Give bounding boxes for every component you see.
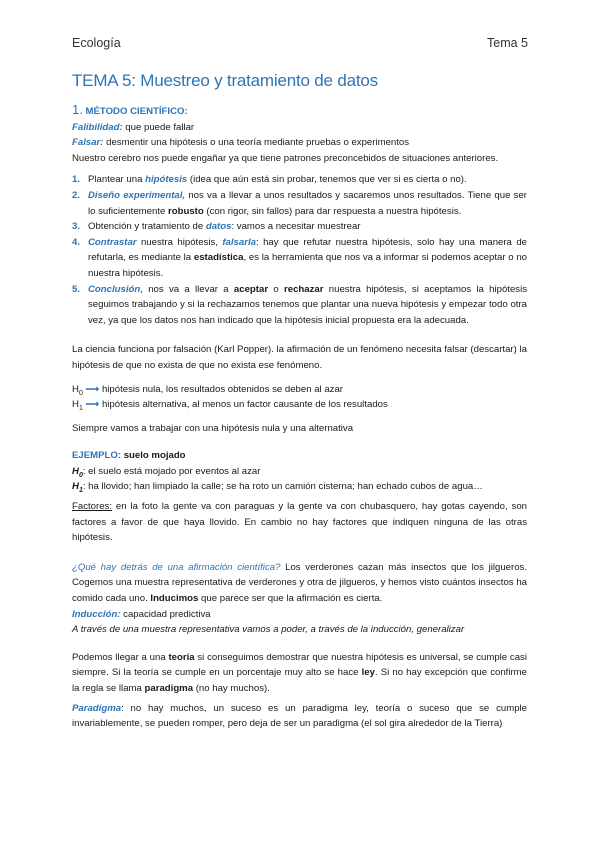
paragraph-teoria: Podemos llegar a una teoría si conseguimos demostrar que nuestra hipótesis es universal, se cumple casi siempre. Si la teoría se cumple en un porcentaje muy alto se hace ley. Si no hay excepción que confirme la regla se llama paradigma (no hay muchos). — [72, 651, 527, 694]
list-item: 1. Plantear una hipótesis (idea que aún está sin probar, tenemos que ver si es cierta o no). — [72, 174, 467, 186]
list-item: 4. Contrastar nuestra hipótesis, falsarla: hay que refutar nuestra hipótesis, solo hay una manera de refutarla, es mediante la estadística, es la herramienta que nos va a informar si podemos aceptar o no nuestra hipótesis. — [72, 236, 528, 279]
hypothesis-alternative: $H_1$ ⟶ hipótesis alternativa, al menos un factor causante de los resultados — [72, 399, 388, 412]
list-item: 3. Obtención y tratamiento de datos: vamos a necesitar muestrear — [72, 221, 361, 233]
definition-falsar: Falsar: desmentir una hipótesis o una teoría mediante pruebas o experimentos — [72, 137, 410, 149]
definition-induccion: Inducción: capacidad predictiva — [72, 608, 211, 620]
paragraph-factores: Factores: en la foto la gente va con paraguas y la gente va con chubasquero, hay gotas cayendo, son factores a favor de que haya llovido. En cambio no hay factores que indiquen ninguna de las otras hipótesis. — [72, 501, 527, 544]
paragraph-paradigma: Paradigma: no hay muchos, un suceso es un paradigma ley, teoría o suceso que se cumple invariablemente, se pueden romper, pero deja de ser un paradigma (el sol gira alrededor de la Tierra) — [72, 702, 527, 730]
paragraph-siempre: Siempre vamos a trabajar con una hipótesis nula y una alternativa — [72, 422, 354, 434]
header-topic: Tema 5 — [487, 36, 528, 50]
example-heading: EJEMPLO: suelo mojado — [72, 450, 186, 462]
example-h0: $H_0$: el suelo está mojado por eventos al azar — [72, 465, 261, 479]
list-item: 2. Diseño experimental, nos va a llevar a unos resultados y sacaremos unos resultados. Tiene que ser lo suficientemente robusto (con rigor, sin fallos) para dar respuesta a nuestra hipótesis. — [72, 189, 527, 217]
page-title: TEMA 5: Muestreo y tratamiento de datos — [72, 71, 378, 90]
paragraph-cerebro: Nuestro cerebro nos puede engañar ya que tiene patrones preconcebidos de situaciones anteriores. — [72, 152, 499, 164]
steps-list — [72, 172, 527, 328]
definition-falibilidad: Falibilidad: que puede fallar — [72, 121, 195, 133]
list-item: 5. Conclusión, nos va a llevar a aceptar o rechazar nuestra hipótesis, si aceptamos la hipótesis seguimos trabajando y si la rechazamos tenemos que plantar una nueva hipótesis y empezar todo otra vez, ya que los datos nos han indicado que la hipótesis inicial propuesta era la adecuada. — [72, 283, 528, 326]
section-heading: 1. MÉTODO CIENTÍFICO: — [72, 102, 188, 117]
arrow-right-icon: ⟶ — [82, 399, 102, 411]
header-subject: Ecología — [72, 36, 121, 50]
paragraph-afirmacion: ¿Qué hay detrás de una afirmación científica? Los verderones cazan más insectos que los jilgueros. Cogemos una muestra representativa de verderones y otra de jilgueros, y hemos visto cuántos insectos ha comido cada uno. Inducimos que parece ser que la afirmación es cierta. — [72, 561, 528, 605]
hypothesis-null: $H_0$ ⟶ hipótesis nula, los resultados obtenidos se deben al azar — [72, 383, 344, 397]
paragraph-traves: A través de una muestra representativa vamos a poder, a través de la inducción, generalizar — [72, 624, 465, 636]
example-h1: $H_1$: ha llovido; han limpiado la calle; se ha roto un camión cisterna; han echado cubos de agua… — [72, 481, 483, 495]
document-body — [72, 70, 527, 732]
page-header — [72, 36, 528, 50]
paragraph-popper: La ciencia funciona por falsación (Karl Popper). la afirmación de un fenómeno necesita falsar (descartar) la hipótesis de que no exista de que no exista ese fenómeno. — [72, 344, 527, 371]
arrow-right-icon: ⟶ — [82, 383, 102, 395]
